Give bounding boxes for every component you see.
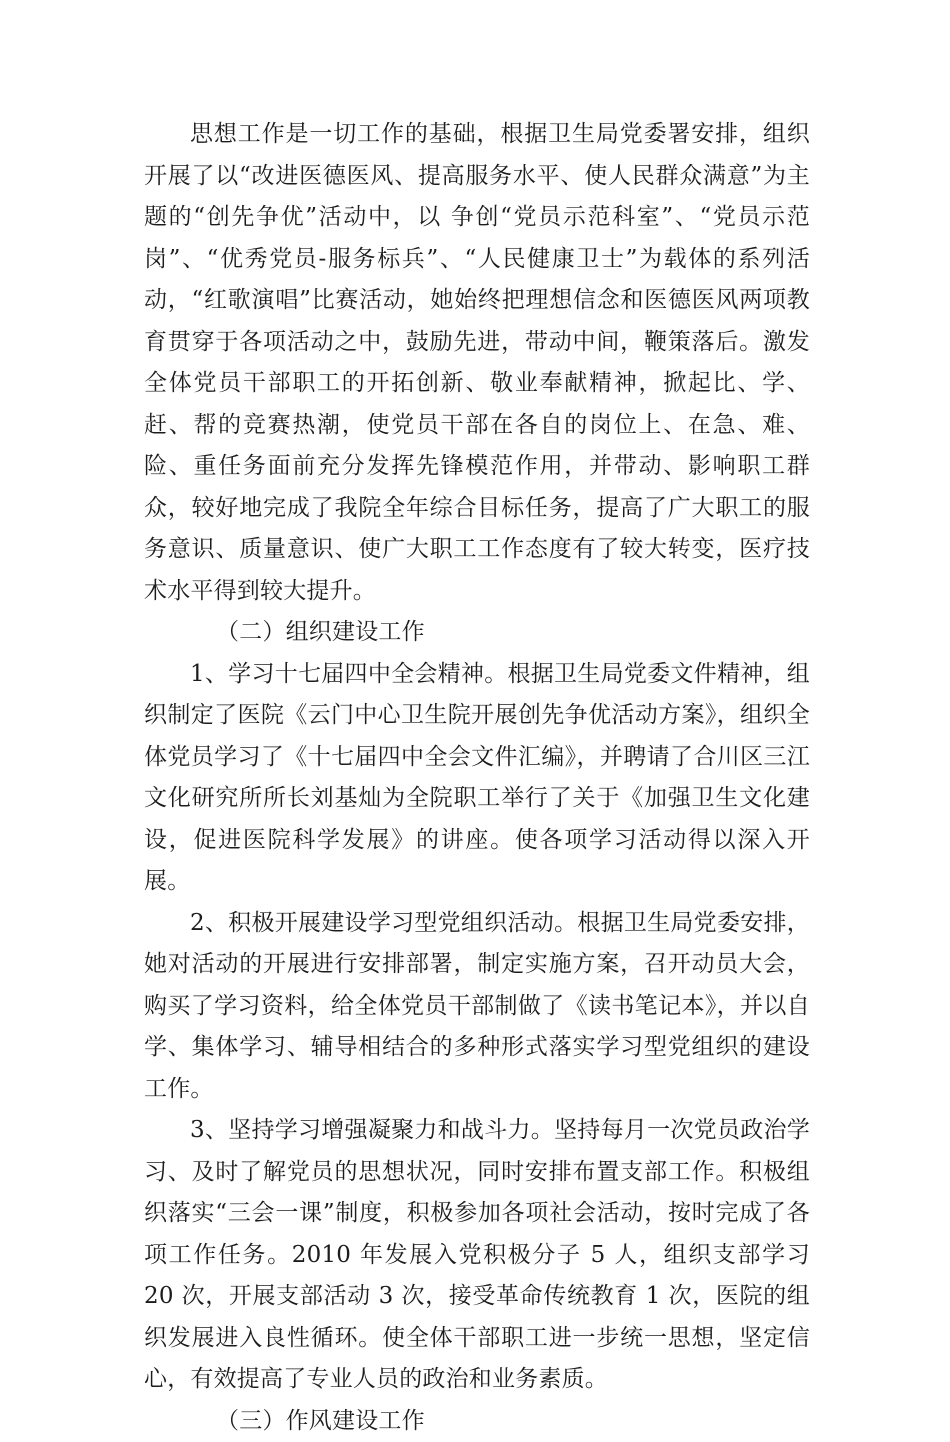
document-body: [144, 114, 810, 1442]
paragraph-item-1: 1、学习十七届四中全会精神。根据卫生局党委文件精神，组织制定了医院《云门中心卫生院开展创先争优活动方案》，组织全体党员学习了《十七届四中全会文件汇编》，并聘请了合川区三江文化研究所所长刘基灿为全院职工举行了关于《加强卫生文化建设，促进医院科学发展》的讲座。使各项学习活动得以深入开展。: [144, 654, 810, 903]
paragraph-item-3: 3、坚持学习增强凝聚力和战斗力。坚持每月一次党员政治学习、及时了解党员的思想状况，同时安排布置支部工作。积极组织落实“三会一课”制度，积极参加各项社会活动，按时完成了各项工作任务。2010 年发展入党积极分子 5 人，组织支部学习 20 次，开展支部活动 3 次，接受革命传统教育 1 次，医院的组织发展进入良性循环。使全体干部职工进一步统一思想，坚定信心，有效提高了专业人员的政治和业务素质。: [144, 1110, 810, 1401]
section-heading-work-style: （三）作风建设工作: [144, 1401, 810, 1442]
paragraph-item-2: 2、积极开展建设学习型党组织活动。根据卫生局党委安排，她对活动的开展进行安排部署，制定实施方案，召开动员大会，购买了学习资料，给全体党员干部制做了《读书笔记本》，并以自学、集体学习、辅导相结合的多种形式落实学习型党组织的建设工作。: [144, 903, 810, 1111]
section-heading-organization: （二）组织建设工作: [144, 612, 810, 654]
paragraph-ideological-work: 思想工作是一切工作的基础，根据卫生局党委署安排，组织开展了以“改进医德医风、提高服务水平、使人民群众满意”为主题的“创先争优”活动中，以 争创“党员示范科室”、“党员示范岗”、“优秀党员-服务标兵”、“人民健康卫士”为载体的系列活动，“红歌演唱”比赛活动，她始终把理想信念和医德医风两项教育贯穿于各项活动之中，鼓励先进，带动中间，鞭策落后。激发全体党员干部职工的开拓创新、敬业奉献精神，掀起比、学、赶、帮的竞赛热潮，使党员干部在各自的岗位上、在急、难、险、重任务面前充分发挥先锋模范作用，并带动、影响职工群众，较好地完成了我院全年综合目标任务，提高了广大职工的服务意识、质量意识、使广大职工工作态度有了较大转变，医疗技术水平得到较大提升。: [144, 114, 810, 612]
